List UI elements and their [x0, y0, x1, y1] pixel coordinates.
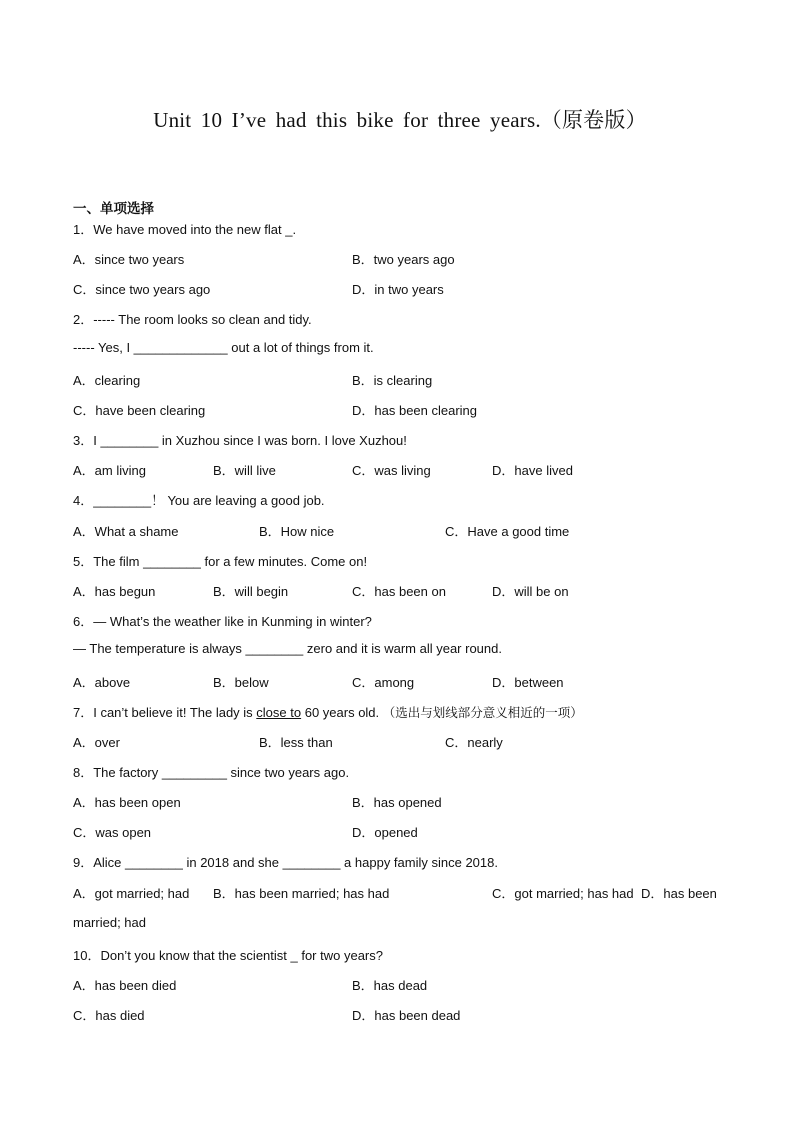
question-8-option-d: D．opened: [352, 825, 418, 840]
question-9-option-b: B．has been married; has had: [213, 886, 390, 901]
question-5-option-c: C．has been on: [352, 584, 446, 599]
question-4-option-c: C．Have a good time: [445, 524, 570, 539]
question-6-stem-reply: — The temperature is always ________ zero and it is warm all year round.: [73, 641, 502, 656]
question-1-option-d: D．in two years: [352, 282, 444, 297]
question-10-stem: 10．Don’t you know that the scientist _ for two years?: [73, 948, 383, 963]
question-9-option-d-continued: married; had: [73, 915, 146, 930]
question-8-stem: 8．The factory _________ since two years ago.: [73, 765, 350, 780]
question-2-stem: 2．----- The room looks so clean and tidy.: [73, 312, 312, 327]
question-7-stem-start: 7．I can’t believe it! The lady is: [73, 705, 257, 720]
question-3-option-a: A．am living: [73, 463, 146, 478]
question-5-option-b: B．will begin: [213, 584, 289, 599]
question-3-option-b: B．will live: [213, 463, 276, 478]
question-1-option-b: B．two years ago: [352, 252, 455, 267]
question-8-option-b: B．has opened: [352, 795, 442, 810]
question-8-option-a: A．has been open: [73, 795, 181, 810]
question-2-stem-reply: ----- Yes, I _____________ out a lot of things from it.: [73, 340, 374, 355]
question-2-option-b: B．is clearing: [352, 373, 433, 388]
question-3-stem: 3．I ________ in Xuzhou since I was born. I love Xuzhou!: [73, 433, 407, 448]
question-10-option-c: C．has died: [73, 1008, 145, 1023]
question-5-option-a: A．has begun: [73, 584, 156, 599]
question-1-option-c: C．since two years ago: [73, 282, 211, 297]
question-7-option-c: C．nearly: [445, 735, 503, 750]
question-3-option-d: D．have lived: [492, 463, 573, 478]
question-3-option-c: C．was living: [352, 463, 431, 478]
question-4-stem: 4．________！ You are leaving a good job.: [73, 493, 325, 508]
question-4-option-b: B．How nice: [259, 524, 335, 539]
question-2-option-c: C．have been clearing: [73, 403, 206, 418]
question-9-option-a: A．got married; had: [73, 886, 190, 901]
question-9-option-c: C．got married; has had: [492, 886, 634, 901]
question-1-option-a: A．since two years: [73, 252, 185, 267]
question-6-option-a: A．above: [73, 675, 131, 690]
question-10-option-a: A．has been died: [73, 978, 177, 993]
question-6-option-d: D．between: [492, 675, 564, 690]
question-2-option-d: D．has been clearing: [352, 403, 478, 418]
question-6-option-b: B．below: [213, 675, 269, 690]
question-9-stem: 9．Alice ________ in 2018 and she ________ a happy family since 2018.: [73, 855, 498, 870]
question-4-option-a: A．What a shame: [73, 524, 179, 539]
question-7-stem: [73, 702, 583, 721]
question-8-option-c: C．was open: [73, 825, 152, 840]
question-9-option-d: D．has been: [641, 886, 717, 901]
question-7-stem-end: 60 years old.: [301, 705, 380, 720]
question-7-underlined-phrase: close to: [256, 705, 302, 720]
question-10-option-b: B．has dead: [352, 978, 428, 993]
section-heading: 一、单项选择: [73, 201, 154, 217]
question-10-option-d: D．has been dead: [352, 1008, 461, 1023]
question-6-stem: 6．— What’s the weather like in Kunming in winter?: [73, 614, 372, 629]
question-7-option-b: B．less than: [259, 735, 333, 750]
question-7-instruction: （选出与划线部分意义相近的一项）: [382, 705, 583, 720]
question-7-option-a: A．over: [73, 735, 120, 750]
question-1-stem: 1．We have moved into the new flat _.: [73, 222, 297, 237]
question-2-option-a: A．clearing: [73, 373, 141, 388]
question-5-stem: 5．The film ________ for a few minutes. Come on!: [73, 554, 368, 569]
page-title: Unit 10 I’ve had this bike for three years.（原卷版）: [153, 108, 647, 132]
question-6-option-c: C．among: [352, 675, 415, 690]
question-5-option-d: D．will be on: [492, 584, 569, 599]
